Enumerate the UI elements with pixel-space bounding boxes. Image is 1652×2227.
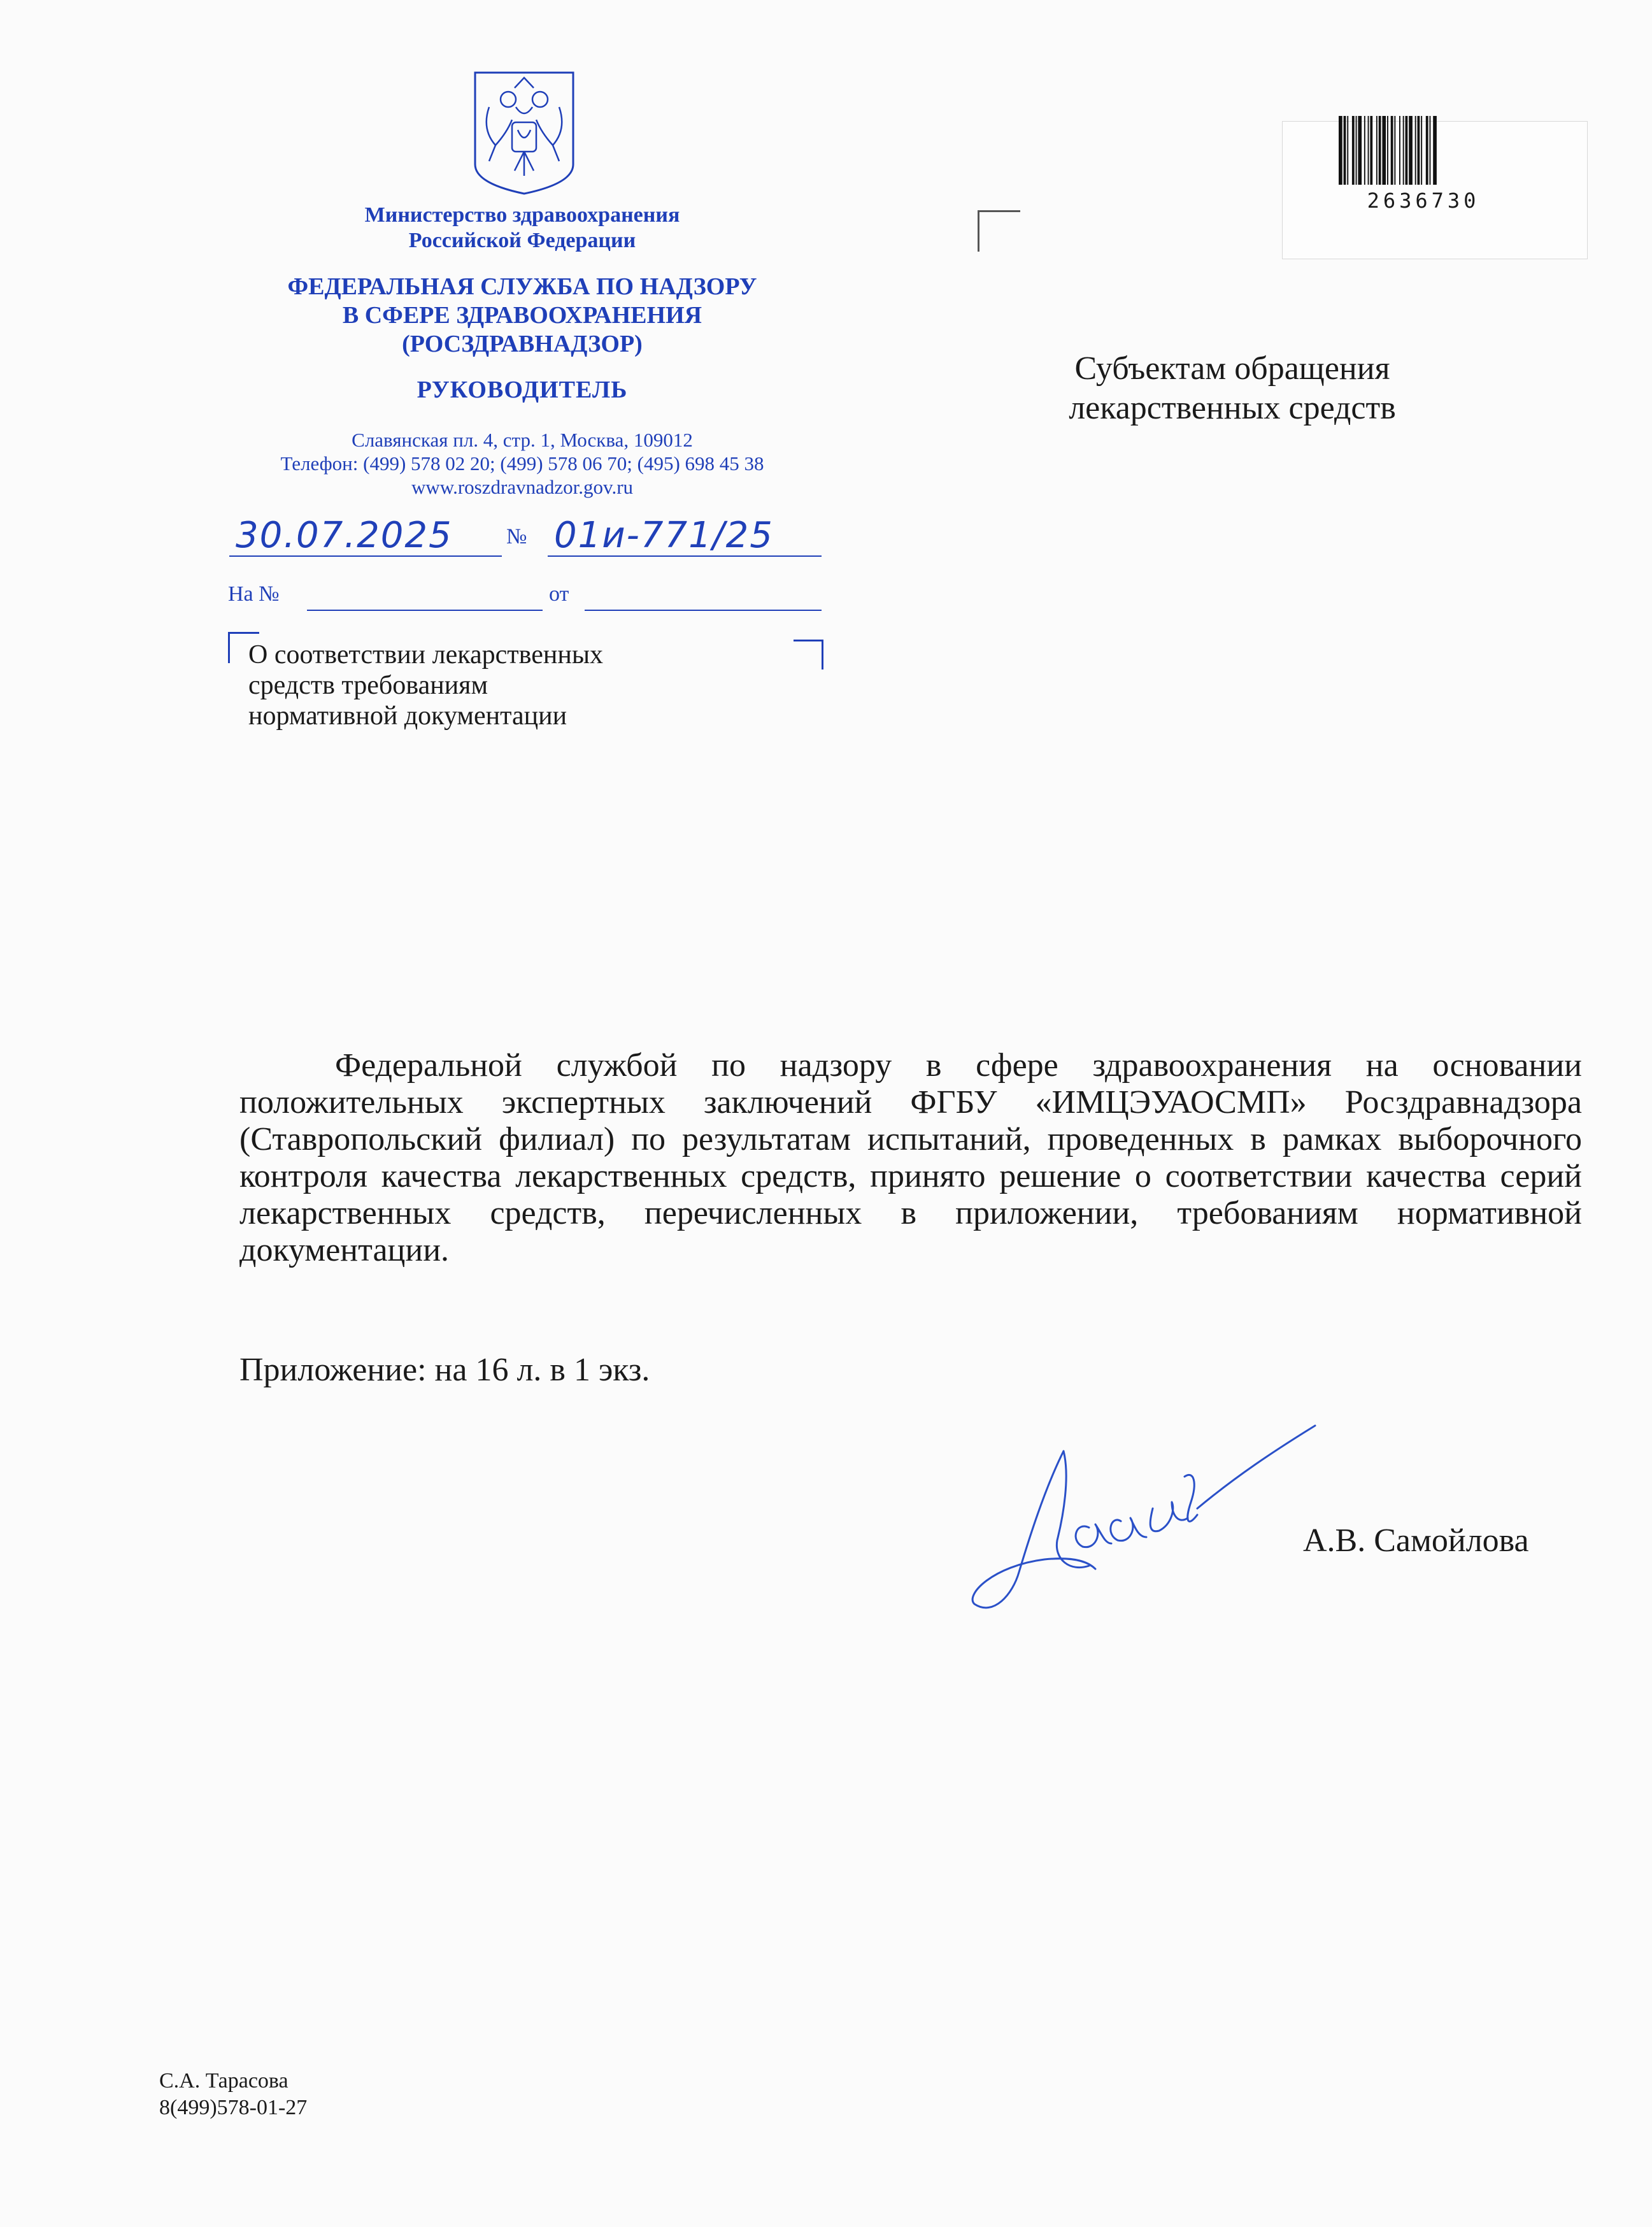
subject-bracket-right (794, 640, 823, 670)
subject-line-1: О соответствии лекарственных (248, 640, 604, 670)
subject-line-3: нормативной документации (248, 701, 567, 731)
barcode-number: 2636730 (1367, 189, 1480, 213)
address: Славянская пл. 4, стр. 1, Москва, 109012 (352, 429, 693, 451)
service-line-2: В СФЕРЕ ЗДРАВООХРАНЕНИЯ (342, 302, 702, 329)
reference-number-label: На № (228, 582, 280, 606)
subject-line-2: средств требованиям (248, 671, 488, 700)
coat-of-arms-icon (470, 69, 578, 196)
handwritten-signature (968, 1413, 1325, 1623)
recipient (993, 349, 1471, 428)
service-line-3: (РОСЗДРАВНАДЗОР) (402, 331, 643, 357)
phones: Телефон: (499) 578 02 20; (499) 578 06 70; (495) 698 45 38 (280, 452, 764, 475)
signer-name: А.В. Самойлова (1303, 1522, 1529, 1559)
reference-date-label: от (549, 582, 569, 606)
service-line-1: ФЕДЕРАЛЬНАЯ СЛУЖБА ПО НАДЗОРУ (287, 273, 757, 300)
registration-date: 30.07.2025 (236, 515, 453, 556)
barcode (1336, 116, 1509, 186)
date-underline (229, 555, 502, 557)
subject (248, 640, 603, 731)
registration-number: 01и-771/25 (554, 515, 774, 556)
ministry-line-1: Министерство здравоохранения (364, 203, 680, 227)
number-label: № (506, 525, 527, 548)
contacts (217, 428, 828, 499)
executor-phone: 8(499)578-01-27 (159, 2096, 308, 2119)
reference-number-line (307, 610, 543, 611)
recipient-line-1: Субъектам обращения (1074, 350, 1390, 387)
number-underline (548, 555, 822, 557)
ministry-line-2: Российской Федерации (408, 229, 636, 252)
ministry-name (217, 203, 828, 254)
website: www.roszdravnadzor.gov.ru (411, 476, 634, 498)
executor-name: С.А. Тарасова (159, 2069, 288, 2093)
body-paragraph: Федеральной службой по надзору в сфере здравоохранения на основании положительных экспертных заключений ФГБУ «ИМЦЭУАОСМП» Росздравнадзора (Ставропольский филиал) по результатам испытаний, проведенных в рамках выборочного контроля качества лекарственных средств, принято решение о соответствии качества серий лекарственных средств, перечисленных в приложении, требованиям нормативной документации. (239, 1047, 1582, 1268)
head-title: РУКОВОДИТЕЛЬ (417, 376, 628, 403)
reference-date-line (585, 610, 822, 611)
appendix-note: Приложение: на 16 л. в 1 экз. (239, 1352, 650, 1388)
executor (159, 2068, 307, 2121)
recipient-line-2: лекарственных средств (1069, 390, 1396, 426)
service-name (217, 273, 828, 359)
recipient-bracket (978, 210, 1020, 252)
